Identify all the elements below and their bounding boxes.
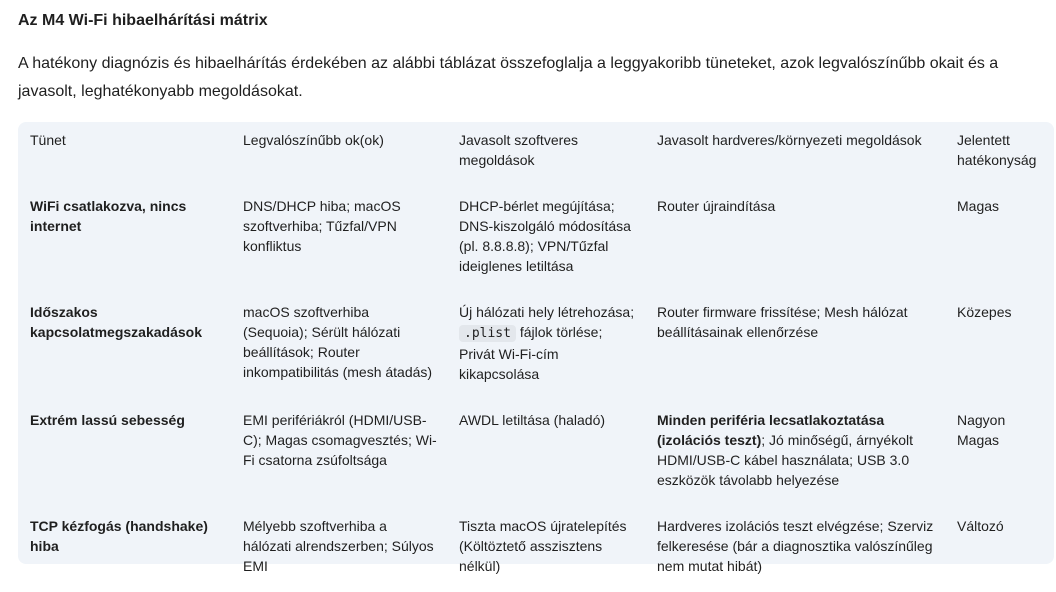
cell-symptom: Időszakos kapcsolatmegszakadások xyxy=(30,304,202,340)
cell-symptom: Extrém lassú sebesség xyxy=(30,412,185,428)
cell-effectiveness: Változó xyxy=(957,518,1004,534)
table-row xyxy=(18,400,1054,506)
table-row xyxy=(18,506,1054,592)
cell-effectiveness: Nagyon Magas xyxy=(957,412,1006,448)
cell-effectiveness: Magas xyxy=(957,198,1000,214)
troubleshooting-table xyxy=(18,122,1054,592)
table-row xyxy=(18,292,1054,400)
cell-symptom: TCP kézfogás (handshake) hiba xyxy=(30,518,208,554)
page-heading: Az M4 Wi-Fi hibaelhárítási mátrix xyxy=(18,12,268,29)
software-text: Új hálózati hely létrehozása; xyxy=(459,304,635,320)
hardware-text: ; Jó minőségű, árnyékolt HDMI/USB-C kábel használata; USB 3.0 eszközök távolabb helyezése xyxy=(657,432,913,488)
header-software-solutions: Javasolt szoftveres megoldások xyxy=(459,132,579,168)
troubleshooting-table-container xyxy=(18,122,1054,574)
cell-hardware: Router újraindítása xyxy=(657,198,776,214)
cell-symptom: WiFi csatlakozva, nincs internet xyxy=(30,198,187,234)
table-header-row xyxy=(18,122,1054,186)
cell-cause: macOS szoftverhiba (Sequoia); Sérült hálózati beállítások; Router inkompatibilitás (mesh átadás) xyxy=(243,304,433,380)
cell-software: Tiszta macOS újratelepítés (Költöztető asszisztens nélkül) xyxy=(459,518,627,574)
header-effectiveness: Jelentett hatékonyság xyxy=(957,132,1037,168)
cell-hardware: Hardveres izolációs teszt elvégzése; Szerviz felkeresése (bár a diagnosztika valószínűleg nem mutat hibát) xyxy=(657,518,934,574)
cell-software: AWDL letiltása (haladó) xyxy=(459,412,606,428)
software-text: fájlok törlése; Privát Wi-Fi-cím kikapcsolása xyxy=(459,324,603,382)
intro-paragraph: A hatékony diagnózis és hibaelhárítás érdekében az alábbi táblázat összefoglalja a leggyakoribb tüneteket, azok legvalószínűbb okait és a javasolt, leghatékonyabb megoldásokat. xyxy=(18,55,999,100)
cell-software: DHCP-bérlet megújítása; DNS-kiszolgáló módosítása (pl. 8.8.8.8); VPN/Tűzfal ideiglenes letiltása xyxy=(459,198,631,274)
cell-cause: DNS/DHCP hiba; macOS szoftverhiba; Tűzfal/VPN konfliktus xyxy=(243,198,401,254)
cell-hardware: Router firmware frissítése; Mesh hálózat beállításainak ellenőrzése xyxy=(657,304,908,340)
header-hardware-solutions: Javasolt hardveres/környezeti megoldások xyxy=(657,132,922,148)
cell-cause: Mélyebb szoftverhiba a hálózati alrendszerben; Súlyos EMI xyxy=(243,518,434,574)
cell-software xyxy=(447,292,645,400)
header-symptom: Tünet xyxy=(30,132,66,148)
inline-code: .plist xyxy=(459,325,516,342)
hardware-emphasis: Minden periféria lecsatlakoztatása (izolációs teszt) xyxy=(657,412,885,448)
cell-effectiveness: Közepes xyxy=(957,304,1012,320)
cell-hardware xyxy=(645,400,945,506)
cell-cause: EMI perifériákról (HDMI/USB-C); Magas csomagvesztés; Wi-Fi csatorna zsúfoltsága xyxy=(243,412,437,468)
table-row xyxy=(18,186,1054,292)
header-cause: Legvalószínűbb ok(ok) xyxy=(243,132,384,148)
